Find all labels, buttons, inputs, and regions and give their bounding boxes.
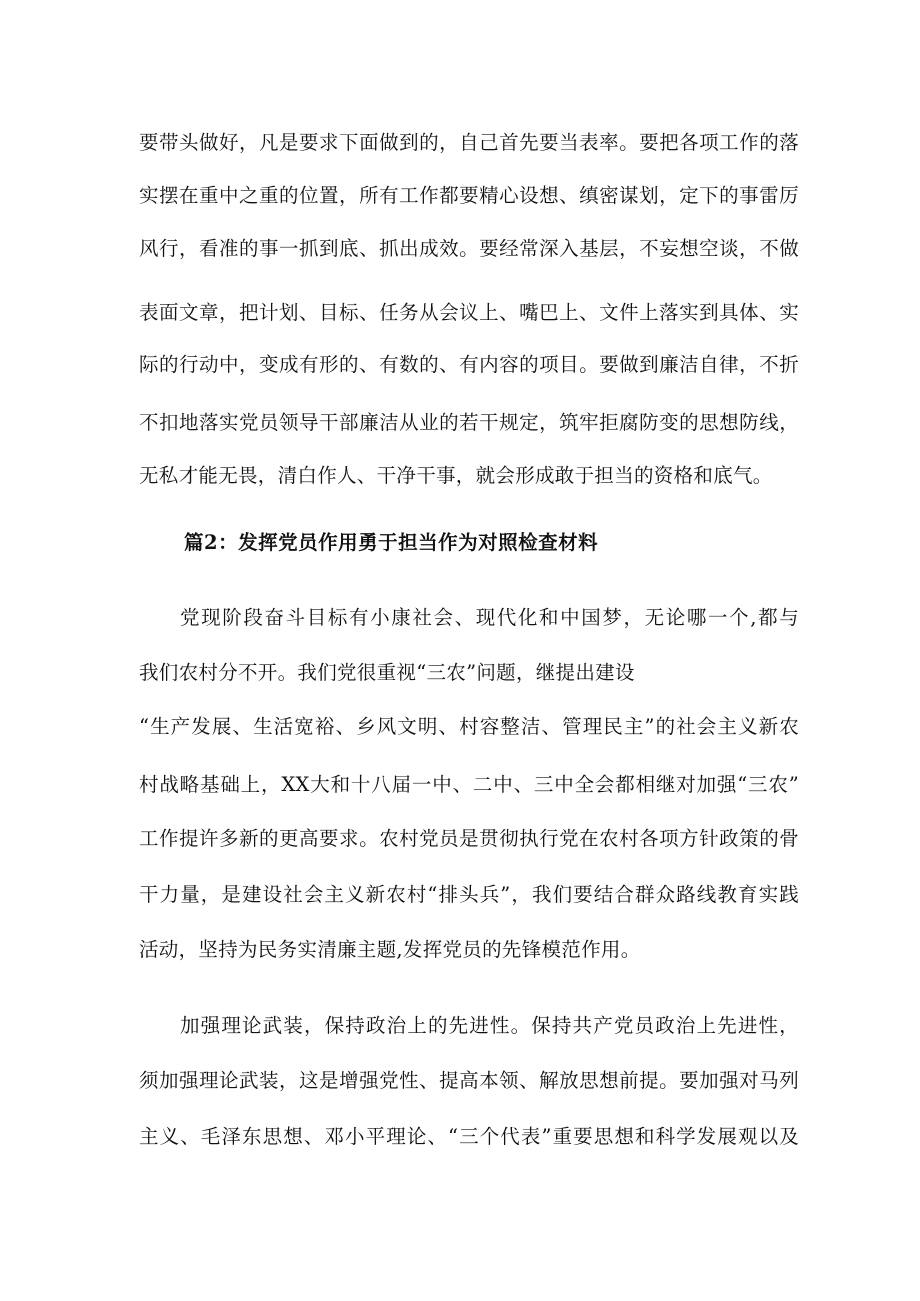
paragraph-1-line: 际的行动中，变成有形的、有数的、有内容的项目。要做到廉洁自律，不折 [139,353,799,376]
paragraph-1-line: 无私才能无畏，清白作人、干净干事，就会形成敢于担当的资格和底气。 [139,464,773,487]
paragraph-2-line: 村战略基础上，XX大和十八届一中、二中、三中全会都相继对加强“三农” [139,773,799,796]
paragraph-2-line: 党现阶段奋斗目标有小康社会、现代化和中国梦，无论哪一个,都与 [180,606,799,629]
paragraph-2-line: 干力量，是建设社会主义新农村“排头兵”，我们要结合群众路线教育实践 [139,883,799,906]
paragraph-1-line: 表面文章，把计划、目标、任务从会议上、嘴巴上、文件上落实到具体、实 [139,301,799,324]
paragraph-3-line: 加强理论武装，保持政治上的先进性。保持共产党员政治上先进性， [180,1014,799,1037]
section-heading: 篇2：发挥党员作用勇于担当作为对照检查材料 [184,531,599,554]
paragraph-1-line: 风行，看准的事一抓到底、抓出成效。要经常深入基层，不妄想空谈，不做 [139,237,799,260]
paragraph-3-line: 须加强理论武装，这是增强党性、提高本领、解放思想前提。要加强对马列 [139,1069,799,1092]
paragraph-2-line: 工作提许多新的更高要求。农村党员是贯彻执行党在农村各项方针政策的骨 [139,827,799,850]
paragraph-1-line: 不扣地落实党员领导干部廉洁从业的若干规定，筑牢拒腐防变的思想防线， [139,411,799,434]
paragraph-1-line: 实摆在重中之重的位置，所有工作都要精心设想、缜密谋划，定下的事雷厉 [139,184,799,207]
paragraph-3-line: 主义、毛泽东思想、邓小平理论、“三个代表”重要思想和科学发展观以及 [139,1125,799,1148]
paragraph-2-line: 我们农村分不开。我们党很重视“三农”问题，继提出建设 [139,661,635,684]
paragraph-1-line: 要带头做好，凡是要求下面做到的，自己首先要当表率。要把各项工作的落 [139,131,799,154]
paragraph-2-line: 活动，坚持为民务实清廉主题,发挥党员的先锋模范作用。 [139,938,641,961]
paragraph-2-line: “生产发展、生活宽裕、乡风文明、村容整洁、管理民主”的社会主义新农 [139,715,799,738]
